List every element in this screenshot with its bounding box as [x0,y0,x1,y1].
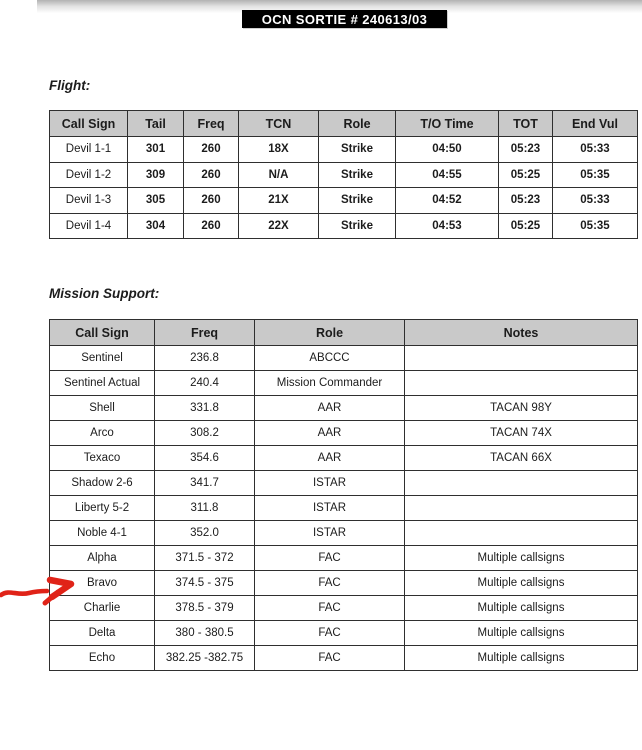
table-cell: 05:33 [553,137,638,163]
table-cell: AAR [255,396,405,421]
table-cell: Alpha [50,546,155,571]
mission-table-body [50,346,638,671]
table-cell: 341.7 [155,471,255,496]
table-cell: N/A [239,162,319,188]
table-cell: Charlie [50,596,155,621]
table-cell: 240.4 [155,371,255,396]
table-row [50,421,638,446]
table-cell: 309 [128,162,184,188]
table-cell: Multiple callsigns [405,596,638,621]
table-row [50,188,638,214]
table-row [50,162,638,188]
flight-table [49,110,638,239]
table-cell: 21X [239,188,319,214]
column-header: TCN [239,111,319,137]
table-row [50,396,638,421]
column-header: TOT [499,111,553,137]
table-cell: 311.8 [155,496,255,521]
table-cell: 04:55 [396,162,499,188]
table-cell: 354.6 [155,446,255,471]
table-row [50,446,638,471]
table-cell [405,471,638,496]
column-header: Tail [128,111,184,137]
table-cell [405,371,638,396]
table-cell: Sentinel Actual [50,371,155,396]
table-cell: Multiple callsigns [405,621,638,646]
table-cell: Multiple callsigns [405,646,638,671]
table-row [50,496,638,521]
table-cell: 236.8 [155,346,255,371]
table-row [50,137,638,163]
table-cell: ISTAR [255,496,405,521]
flight-table-body [50,137,638,239]
table-cell: 301 [128,137,184,163]
table-cell: 05:33 [553,188,638,214]
table-cell: 260 [184,162,239,188]
table-cell: Multiple callsigns [405,546,638,571]
table-cell: Arco [50,421,155,446]
flight-header-row [50,111,638,137]
column-header: Call Sign [50,320,155,346]
column-header: Freq [155,320,255,346]
table-cell: Bravo [50,571,155,596]
table-cell: TACAN 74X [405,421,638,446]
table-cell: 05:35 [553,162,638,188]
table-cell: Sentinel [50,346,155,371]
mission-support-section-label: Mission Support: [49,286,160,301]
table-cell: Echo [50,646,155,671]
table-cell: 260 [184,213,239,239]
table-cell: ISTAR [255,471,405,496]
table-cell: FAC [255,546,405,571]
table-cell: FAC [255,646,405,671]
table-cell: 260 [184,188,239,214]
mission-header-row [50,320,638,346]
table-cell: 04:53 [396,213,499,239]
table-cell: Strike [319,137,396,163]
table-cell: 382.25 -382.75 [155,646,255,671]
flight-section-label: Flight: [49,78,91,93]
title-bar-text: OCN SORTIE # 240613/03 [261,11,428,27]
table-cell: FAC [255,621,405,646]
table-cell: Devil 1-4 [50,213,128,239]
table-cell: Devil 1-3 [50,188,128,214]
column-header: Freq [184,111,239,137]
table-cell: Liberty 5-2 [50,496,155,521]
table-cell: 05:35 [553,213,638,239]
table-cell: 18X [239,137,319,163]
table-cell: Mission Commander [255,371,405,396]
table-cell: TACAN 66X [405,446,638,471]
table-cell: 352.0 [155,521,255,546]
mission-support-table [49,319,638,671]
table-cell [405,496,638,521]
table-cell: 380 - 380.5 [155,621,255,646]
table-cell [405,521,638,546]
table-cell: Delta [50,621,155,646]
table-cell: Shadow 2-6 [50,471,155,496]
table-cell: AAR [255,421,405,446]
column-header: Role [255,320,405,346]
table-row [50,546,638,571]
table-cell: 308.2 [155,421,255,446]
table-cell: 04:50 [396,137,499,163]
table-cell: AAR [255,446,405,471]
table-cell: 304 [128,213,184,239]
table-row [50,521,638,546]
table-cell: FAC [255,571,405,596]
table-cell: Strike [319,162,396,188]
table-cell: Texaco [50,446,155,471]
mission-table-header [50,320,638,346]
table-row [50,596,638,621]
table-cell: 331.8 [155,396,255,421]
table-cell: 05:25 [499,162,553,188]
column-header: Notes [405,320,638,346]
table-cell: Devil 1-1 [50,137,128,163]
table-row [50,213,638,239]
flight-table-header [50,111,638,137]
table-cell: Strike [319,213,396,239]
table-cell: Multiple callsigns [405,571,638,596]
table-row [50,571,638,596]
table-cell [405,346,638,371]
table-cell: 374.5 - 375 [155,571,255,596]
table-row [50,646,638,671]
table-cell: 04:52 [396,188,499,214]
table-cell: ISTAR [255,521,405,546]
table-cell: 22X [239,213,319,239]
column-header: Call Sign [50,111,128,137]
table-row [50,371,638,396]
table-cell: Devil 1-2 [50,162,128,188]
table-row [50,471,638,496]
table-cell: 305 [128,188,184,214]
column-header: End Vul [553,111,638,137]
table-cell: 378.5 - 379 [155,596,255,621]
table-row [50,346,638,371]
table-cell: Strike [319,188,396,214]
table-row [50,621,638,646]
column-header: Role [319,111,396,137]
table-cell: Noble 4-1 [50,521,155,546]
table-cell: 260 [184,137,239,163]
column-header: T/O Time [396,111,499,137]
title-bar [242,10,447,28]
table-cell: FAC [255,596,405,621]
table-cell: 371.5 - 372 [155,546,255,571]
table-cell: 05:25 [499,213,553,239]
table-cell: 05:23 [499,137,553,163]
table-cell: ABCCC [255,346,405,371]
table-cell: TACAN 98Y [405,396,638,421]
table-cell: Shell [50,396,155,421]
table-cell: 05:23 [499,188,553,214]
